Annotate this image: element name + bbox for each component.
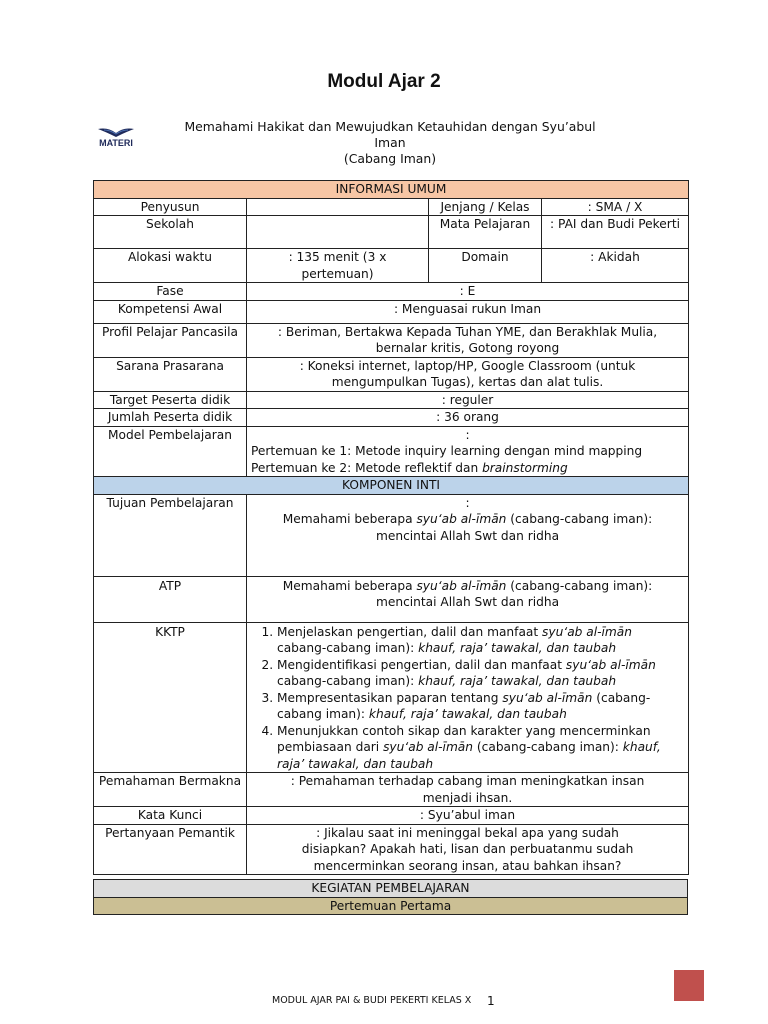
kktp-label: KKTP — [94, 622, 247, 773]
fase-value: : E — [247, 283, 689, 301]
kktp-item-terms: khauf, raja’ tawakal, dan taubah — [418, 674, 617, 688]
kktp-item-terms: khauf, raja’ tawakal, dan taubah — [277, 740, 661, 771]
alokasi-value: : 135 menit (3 x pertemuan) — [247, 249, 429, 283]
materi-logo — [96, 126, 136, 150]
penyusun-value — [247, 198, 429, 216]
fase-label: Fase — [94, 283, 247, 301]
sarana-label: Sarana Prasarana — [94, 357, 247, 391]
logo-text: MATERI — [99, 138, 133, 148]
atp-value — [247, 576, 689, 622]
tujuan-value — [247, 494, 689, 576]
kegiatan-header: KEGIATAN PEMBELAJARAN — [94, 880, 688, 898]
jumlah-label: Jumlah Peserta didik — [94, 409, 247, 427]
kktp-item-term: syu‘ab al-īmān — [565, 657, 656, 672]
footer-text: MODUL AJAR PAI & BUDI PEKERTI KELAS X — [272, 995, 472, 1006]
target-value: : reguler — [247, 391, 689, 409]
profil-value: : Beriman, Bertakwa Kepada Tuhan YME, dan Berakhlak Mulia, bernalar kritis, Gotong royong — [247, 323, 689, 357]
sekolah-value — [247, 216, 429, 249]
tujuan-text-b: syu‘ab al-īmān — [416, 512, 507, 526]
kktp-item-terms: khauf, raja’ tawakal, dan taubah — [368, 707, 567, 721]
mapel-value: : PAI dan Budi Pekerti — [542, 216, 689, 249]
sekolah-label: Sekolah — [94, 216, 247, 249]
subtitle — [170, 119, 610, 167]
kktp-list — [251, 624, 668, 773]
mapel-label: Mata Pelajaran — [429, 216, 542, 249]
model-line-2 — [251, 460, 684, 477]
jenjang-label: Jenjang / Kelas — [429, 198, 542, 216]
penyusun-label: Penyusun — [94, 198, 247, 216]
kegiatan-table — [93, 879, 688, 915]
komponen-inti-header: KOMPONEN INTI — [94, 477, 689, 495]
model-value — [247, 426, 689, 477]
domain-value: : Akidah — [542, 249, 689, 283]
kktp-item-term: syu‘ab al-īmān — [383, 740, 474, 754]
subtitle-line-1: Memahami Hakikat dan Mewujudkan Ketauhidan dengan Syu’abul Iman — [184, 119, 596, 150]
pertanyaan-label: Pertanyaan Pemantik — [94, 824, 247, 875]
kompetensi-label: Kompetensi Awal — [94, 300, 247, 323]
atp-label: ATP — [94, 576, 247, 622]
alokasi-label: Alokasi waktu — [94, 249, 247, 283]
kktp-item-text: Mempresentasikan paparan tentang — [277, 690, 503, 705]
target-label: Target Peserta didik — [94, 391, 247, 409]
profil-label: Profil Pelajar Pancasila — [94, 323, 247, 357]
atp-text-a: Memahami beberapa — [282, 578, 417, 593]
model-line-1: Pertemuan ke 1: Metode inquiry learning dengan mind mapping — [251, 444, 643, 458]
tujuan-colon: : — [465, 495, 470, 510]
kktp-item-text: cabang-cabang iman): — [277, 674, 419, 688]
tujuan-text — [251, 511, 684, 544]
domain-label: Domain — [429, 249, 542, 283]
informasi-umum-header: INFORMASI UMUM — [94, 181, 689, 199]
kktp-item-text: (cabang-cabang iman): — [277, 690, 651, 721]
jumlah-value: : 36 orang — [247, 409, 689, 427]
kktp-item-text: cabang-cabang iman): — [277, 641, 419, 655]
pertemuan-header: Pertemuan Pertama — [94, 897, 688, 915]
page-corner-marker — [674, 970, 704, 1001]
pemahaman-value: : Pemahaman terhadap cabang iman meningkatkan insan menjadi ihsan. — [247, 773, 689, 807]
sarana-value: : Koneksi internet, laptop/HP, Google Classroom (untuk mengumpulkan Tugas), kertas dan alat tulis. — [247, 357, 689, 391]
kktp-item-text: Menunjukkan contoh sikap dan karakter yang mencerminkan pembiasaan dari — [277, 723, 651, 754]
model-label: Model Pembelajaran — [94, 426, 247, 477]
page-title: Modul Ajar 2 — [327, 71, 441, 92]
model-line-2-italic: brainstorming — [482, 460, 568, 475]
atp-text-c: (cabang-cabang iman): mencintai Allah Swt dan ridha — [375, 578, 653, 609]
kktp-item-term: syu‘ab al-īmān — [542, 624, 632, 639]
kktp-item-term: syu‘ab al-īmān — [502, 690, 593, 705]
info-table — [93, 180, 689, 875]
kompetensi-value: : Menguasai rukun Iman — [247, 300, 689, 323]
kktp-item-text: Menjelaskan pengertian, dalil dan manfaat — [277, 624, 543, 639]
tujuan-label: Tujuan Pembelajaran — [94, 494, 247, 576]
kktp-item-terms: khauf, raja’ tawakal, dan taubah — [418, 641, 617, 655]
kktp-item — [277, 690, 668, 723]
page-number: 1 — [487, 994, 495, 1008]
kktp-item — [277, 657, 668, 690]
kktp-item-text: (cabang-cabang iman): — [473, 740, 623, 754]
kktp-item — [277, 723, 668, 773]
tujuan-text-a: Memahami beberapa — [282, 512, 417, 526]
kktp-item-text: Mengidentifikasi pengertian, dalil dan manfaat — [277, 657, 566, 672]
model-line-2-text: Pertemuan ke 2: Metode reflektif dan — [251, 460, 483, 475]
jenjang-value: : SMA / X — [542, 198, 689, 216]
pemahaman-label: Pemahaman Bermakna — [94, 773, 247, 807]
kata-kunci-value: : Syu’abul iman — [247, 807, 689, 825]
pertanyaan-value: : Jikalau saat ini meninggal bekal apa yang sudah disiapkan? Apakah hati, lisan dan perbuatanmu sudah mencerminkan seorang insan, atau bahkan ihsan? — [247, 824, 689, 875]
model-colon: : — [465, 427, 470, 442]
tujuan-text-c: (cabang-cabang iman): mencintai Allah Swt dan ridha — [375, 512, 653, 543]
atp-text-b: syu‘ab al-īmān — [416, 578, 507, 593]
kktp-value — [247, 622, 689, 773]
kktp-item — [277, 624, 668, 657]
kata-kunci-label: Kata Kunci — [94, 807, 247, 825]
subtitle-line-2: (Cabang Iman) — [343, 151, 437, 166]
